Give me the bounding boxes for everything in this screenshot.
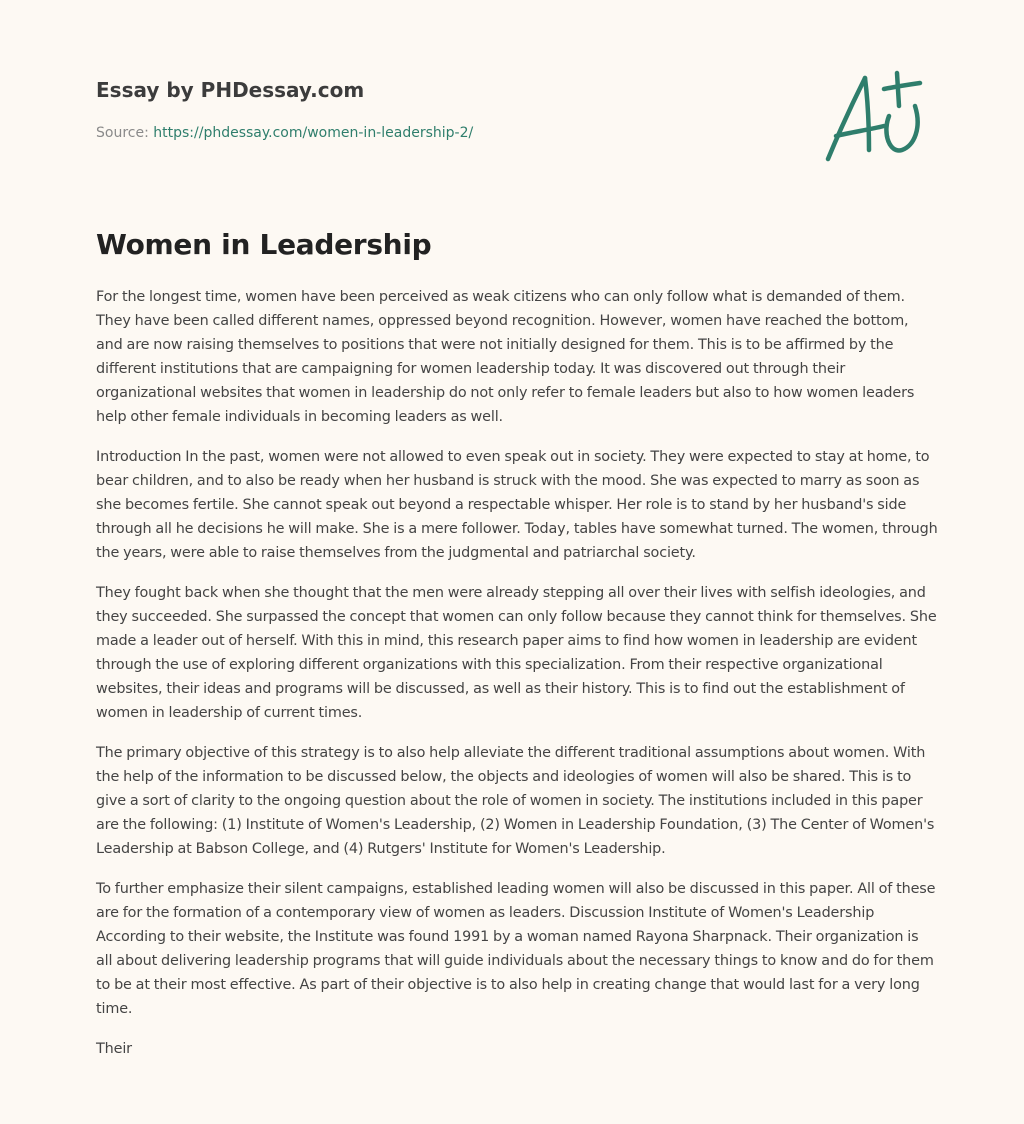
essay-paragraph: They fought back when she thought that the men were already stepping all over their lives with selfish ideologies, and they succeeded. She surpassed the concept that women can only follow because they cannot think for themselves. She made a leader out of herself. With this in mind, this research paper aims to find how women in leadership are evident through the use of exploring different organizations with this specialization. From their respective organizational websites, their ideas and programs will be discussed, as well as their history. This is to find out the establishment of women in leadership of current times. — [96, 585, 937, 721]
essay-paragraph: Their — [96, 1041, 132, 1057]
a-plus-grade-icon — [822, 68, 930, 166]
essay-paragraph: Introduction In the past, women were not allowed to even speak out in society. They were expected to stay at home, to bear children, and to also be ready when her husband is struck with the mood. She was expected to marry as soon as she becomes fertile. She cannot speak out beyond a respectable whisper. Her role is to stand by her husband's side through all he decisions he will make. She is a mere follower. Today, tables have somewhat turned. The women, through the years, were able to raise themselves from the judgmental and patriarchal society. — [96, 449, 938, 561]
essay-paragraph: To further emphasize their silent campaigns, established leading women will also be discussed in this paper. All of these are for the formation of a contemporary view of women as leaders. Discussion Institute of Women's Leadership According to their website, the Institute was found 1991 by a woman named Rayona Sharpnack. Their organization is all about delivering leadership programs that will guide individuals about the necessary things to know and do for them to be at their most effective. As part of their objective is to also help in creating change that would last for a very long time. — [96, 881, 936, 1017]
source-link[interactable]: https://phdessay.com/women-in-leadership-2/ — [153, 125, 474, 141]
source-label: Source: — [96, 125, 154, 141]
essay-title: Women in Leadership — [96, 228, 432, 261]
essay-body — [96, 285, 938, 1077]
essay-paragraph: The primary objective of this strategy is to also help alleviate the different traditional assumptions about women. With the help of the information to be discussed below, the objects and ideologies of women will also be shared. This is to give a sort of clarity to the ongoing question about the role of women in society. The institutions included in this paper are the following: (1) Institute of Women's Leadership, (2) Women in Leadership Foundation, (3) The Center of Women's Leadership at Babson College, and (4) Rutgers' Institute for Women's Leadership. — [96, 745, 935, 857]
brand-title: Essay by PHDessay.com — [96, 78, 365, 102]
essay-paragraph: For the longest time, women have been perceived as weak citizens who can only follow what is demanded of them. They have been called different names, oppressed beyond recognition. However, women have reached the bottom, and are now raising themselves to positions that were not initially designed for them. This is to be affirmed by the different institutions that are campaigning for women leadership today. It was discovered out through their organizational websites that women in leadership do not only refer to female leaders but also to how women leaders help other female individuals in becoming leaders as well. — [96, 289, 915, 425]
source-line — [96, 123, 473, 143]
